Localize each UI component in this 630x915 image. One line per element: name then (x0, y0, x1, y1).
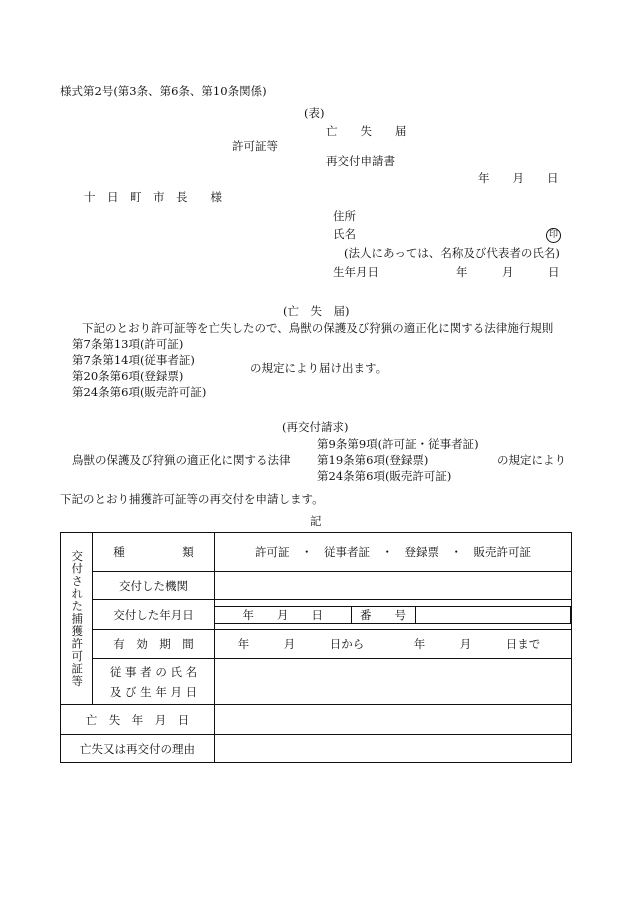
seal-mark (546, 228, 561, 243)
issue-date-field[interactable]: 年 月 日 (215, 606, 351, 623)
title-permit: 許可証等 (232, 139, 278, 153)
issued-permit-group-label: 交付された捕獲許可証等 (70, 549, 85, 688)
issued-permit-group (61, 533, 93, 705)
loss-suffix: の規定により届け出ます。 (250, 361, 388, 375)
issue-date-cell (215, 600, 572, 630)
validity-from: 年 月 日から (237, 637, 365, 651)
number-field[interactable] (415, 606, 571, 623)
loss-item: 第7条第14項(従事者証) (72, 353, 195, 367)
reason-field[interactable] (215, 735, 572, 763)
type-label: 種 類 (93, 533, 215, 572)
reissue-item: 第9条第9項(許可証・従事者証) (317, 437, 479, 451)
permit-table (60, 532, 572, 763)
seal-icon: 印 (546, 228, 561, 243)
reissue-item: 第24条第6項(販売許可証) (317, 469, 452, 483)
validity-field[interactable] (215, 630, 572, 659)
lost-date-field[interactable] (215, 705, 572, 735)
addressee: 十 日 町 市 長 様 (84, 190, 222, 204)
reissue-law: 鳥獣の保護及び狩猟の適正化に関する法律 (72, 453, 291, 467)
worker-label-line1: 従 事 者 の 氏 名 (109, 664, 198, 679)
loss-item: 第7条第13項(許可証) (72, 337, 184, 351)
issue-date-label: 交付した年月日 (93, 600, 215, 630)
title-loss: 亡 失 届 (326, 124, 407, 138)
loss-item: 第24条第6項(販売許可証) (72, 385, 207, 399)
type-options[interactable]: 許可証 ・ 従事者証 ・ 登録票 ・ 販売許可証 (215, 533, 572, 572)
loss-item: 第20条第6項(登録票) (72, 369, 184, 383)
issuing-org-field[interactable] (215, 572, 572, 600)
loss-heading: (亡 失 届) (283, 304, 350, 318)
issuing-org-label: 交付した機関 (93, 572, 215, 600)
reissue-item: 第19条第6項(登録票) (317, 453, 429, 467)
loss-body: 下記のとおり許可証等を亡失したので、鳥獣の保護及び狩猟の適正化に関する法律施行規則 (82, 321, 554, 335)
name-label: 氏名 (333, 227, 356, 241)
reason-label: 亡失又は再交付の理由 (61, 735, 215, 763)
worker-field[interactable] (215, 659, 572, 705)
note-mark: 記 (310, 514, 322, 528)
validity-label: 有 効 期 間 (93, 630, 215, 659)
birth-label: 生年月日 (333, 265, 379, 279)
side-label: (表) (304, 106, 325, 120)
lost-date-label: 亡 失 年 月 日 (61, 705, 215, 735)
worker-label (93, 659, 215, 705)
address-label: 住所 (333, 209, 356, 223)
title-reissue: 再交付申請書 (326, 154, 395, 168)
form-number: 様式第2号(第3条、第6条、第10条関係) (60, 84, 267, 98)
validity-to: 年 月 日まで (413, 637, 541, 651)
reissue-suffix: の規定により (497, 453, 566, 467)
reissue-heading: (再交付請求) (282, 420, 349, 434)
number-label: 番 号 (351, 606, 415, 623)
birth-date: 年 月 日 (456, 265, 560, 279)
reissue-body: 下記のとおり捕獲許可証等の再交付を申請します。 (60, 492, 324, 506)
worker-label-line2: 及 び 生 年 月 日 (109, 684, 198, 699)
submission-date: 年 月 日 (478, 171, 559, 185)
corporation-note: (法人にあっては、名称及び代表者の氏名) (344, 246, 560, 260)
